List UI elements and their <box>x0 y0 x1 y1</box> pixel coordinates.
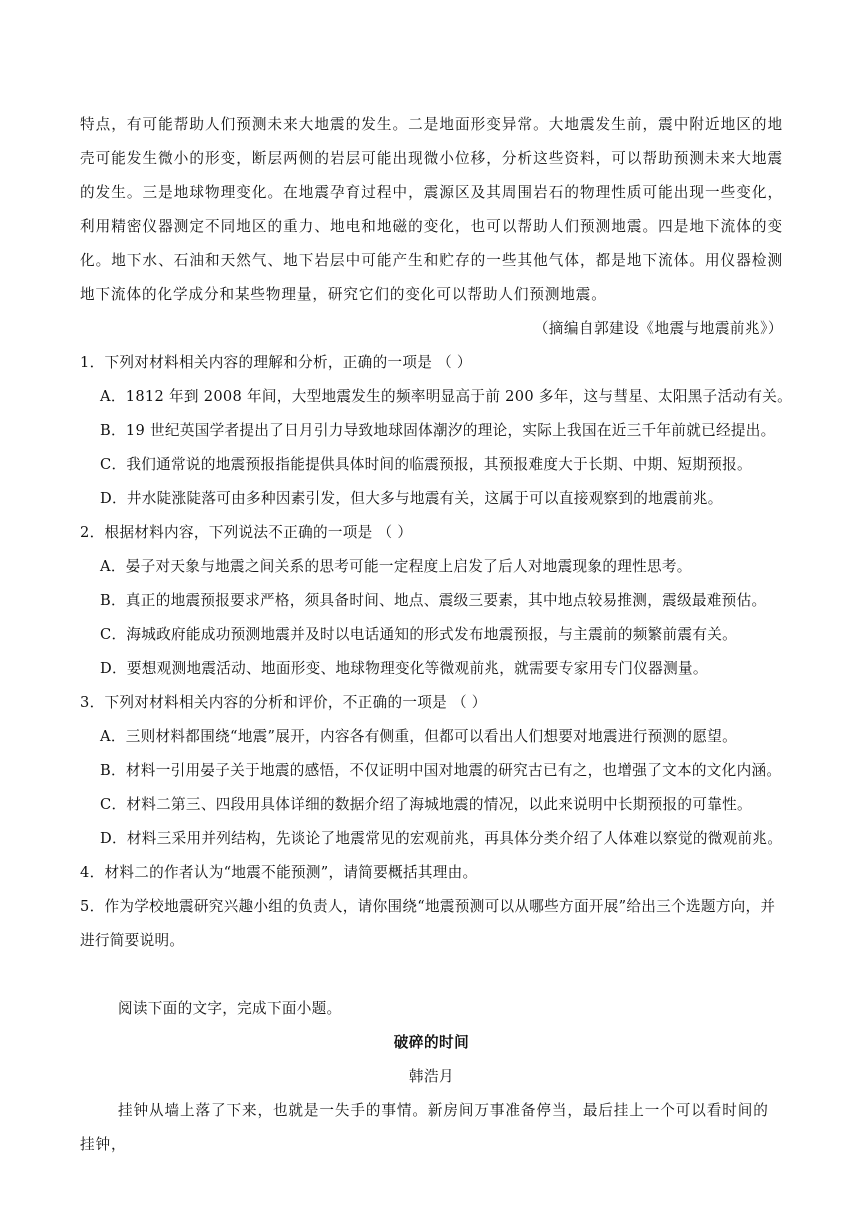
option-c: C．海城政府能成功预测地震并及时以电话通知的形式发布地震预报，与主震前的频繁前震有关。 <box>100 626 738 643</box>
story-first-line: 挂钟从墙上落了下来，也就是一失手的事情。新房间万事准备停当，最后挂上一个可以看时间的挂钟， <box>80 1102 769 1153</box>
option-c: C．材料二第三、四段用具体详细的数据介绍了海城地震的情况，以此来说明中长期预报的可靠性。 <box>100 796 752 813</box>
story-author: 韩浩月 <box>408 1068 455 1085</box>
question-3 <box>80 686 783 856</box>
passage-paragraph: 特点，有可能帮助人们预测未来大地震的发生。二是地面形变异常。大地震发生前，震中附近地区的地壳可能发生微小的形变，断层两侧的岩层可能出现微小位移，分析这些资料，可以帮助预测未来大地震的发生。三是地球物理变化。在地震孕育过程中，震源区及其周围岩石的物理性质可能出现一些变化，利用精密仪器测定不同地区的重力、地电和地磁的变化，也可以帮助人们预测地震。四是地下流体的变化。地下水、石油和天然气、地下岩层中可能产生和贮存的一些其他气体，都是地下流体。用仪器检测地下流体的化学成分和某些物理量，研究它们的变化可以帮助人们预测地震。 <box>80 116 783 303</box>
spacer <box>80 958 783 992</box>
question-5: 5．作为学校地震研究兴趣小组的负责人，请你围绕“地震预测可以从哪些方面开展”给出三个选题方向，并进行简要说明。 <box>80 898 776 949</box>
question-stem: 1．下列对材料相关内容的理解和分析，正确的一项是 （ ） <box>80 354 472 371</box>
option-a: A．1812 年到 2008 年间，大型地震发生的频率明显高于前 200 多年，这与彗星、太阳黑子活动有关。 <box>100 388 793 405</box>
option-b: B．材料一引用晏子关于地震的感悟，不仅证明中国对地震的研究古已有之，也增强了文本的文化内涵。 <box>100 762 782 779</box>
option-d: D．材料三采用并列结构，先谈论了地震常见的宏观前兆，再具体分类介绍了人体难以察觉的微观前兆。 <box>100 830 783 847</box>
question-2 <box>80 516 783 686</box>
option-b: B．19 世纪英国学者提出了日月引力导致地球固体潮汐的理论，实际上我国在近三千年前就已经提出。 <box>100 422 776 439</box>
question-4: 4．材料二的作者认为“地震不能预测”，请简要概括其理由。 <box>80 864 478 881</box>
story-title: 破碎的时间 <box>393 1034 470 1051</box>
option-a: A．三则材料都围绕“地震”展开，内容各有侧重，但都可以看出人们想要对地震进行预测的愿望。 <box>100 728 738 745</box>
passage-source: （摘编自郭建设《地震与地震前兆》） <box>533 320 783 337</box>
option-c: C．我们通常说的地震预报指能提供具体时间的临震预报，其预报难度大于长期、中期、短期预报。 <box>100 456 752 473</box>
option-b: B．真正的地震预报要求严格，须具备时间、地点、震级三要素，其中地点较易推测，震级最难预估。 <box>100 592 767 609</box>
question-stem: 2．根据材料内容，下列说法不正确的一项是 （ ） <box>80 524 413 541</box>
question-stem: 3．下列对材料相关内容的分析和评价，不正确的一项是 （ ） <box>80 694 487 711</box>
option-d: D．井水陡涨陡落可由多种因素引发，但大多与地震有关，这属于可以直接观察到的地震前兆。 <box>100 490 723 507</box>
question-1 <box>80 346 793 516</box>
reading-instruction: 阅读下面的文字，完成下面小题。 <box>118 1000 342 1017</box>
option-a: A．晏子对天象与地震之间关系的思考可能一定程度上启发了后人对地震现象的理性思考。 <box>100 558 692 575</box>
document-page <box>80 108 793 1162</box>
option-d: D．要想观测地震活动、地面形变、地球物理变化等微观前兆，就需要专家用专门仪器测量。 <box>100 660 708 677</box>
